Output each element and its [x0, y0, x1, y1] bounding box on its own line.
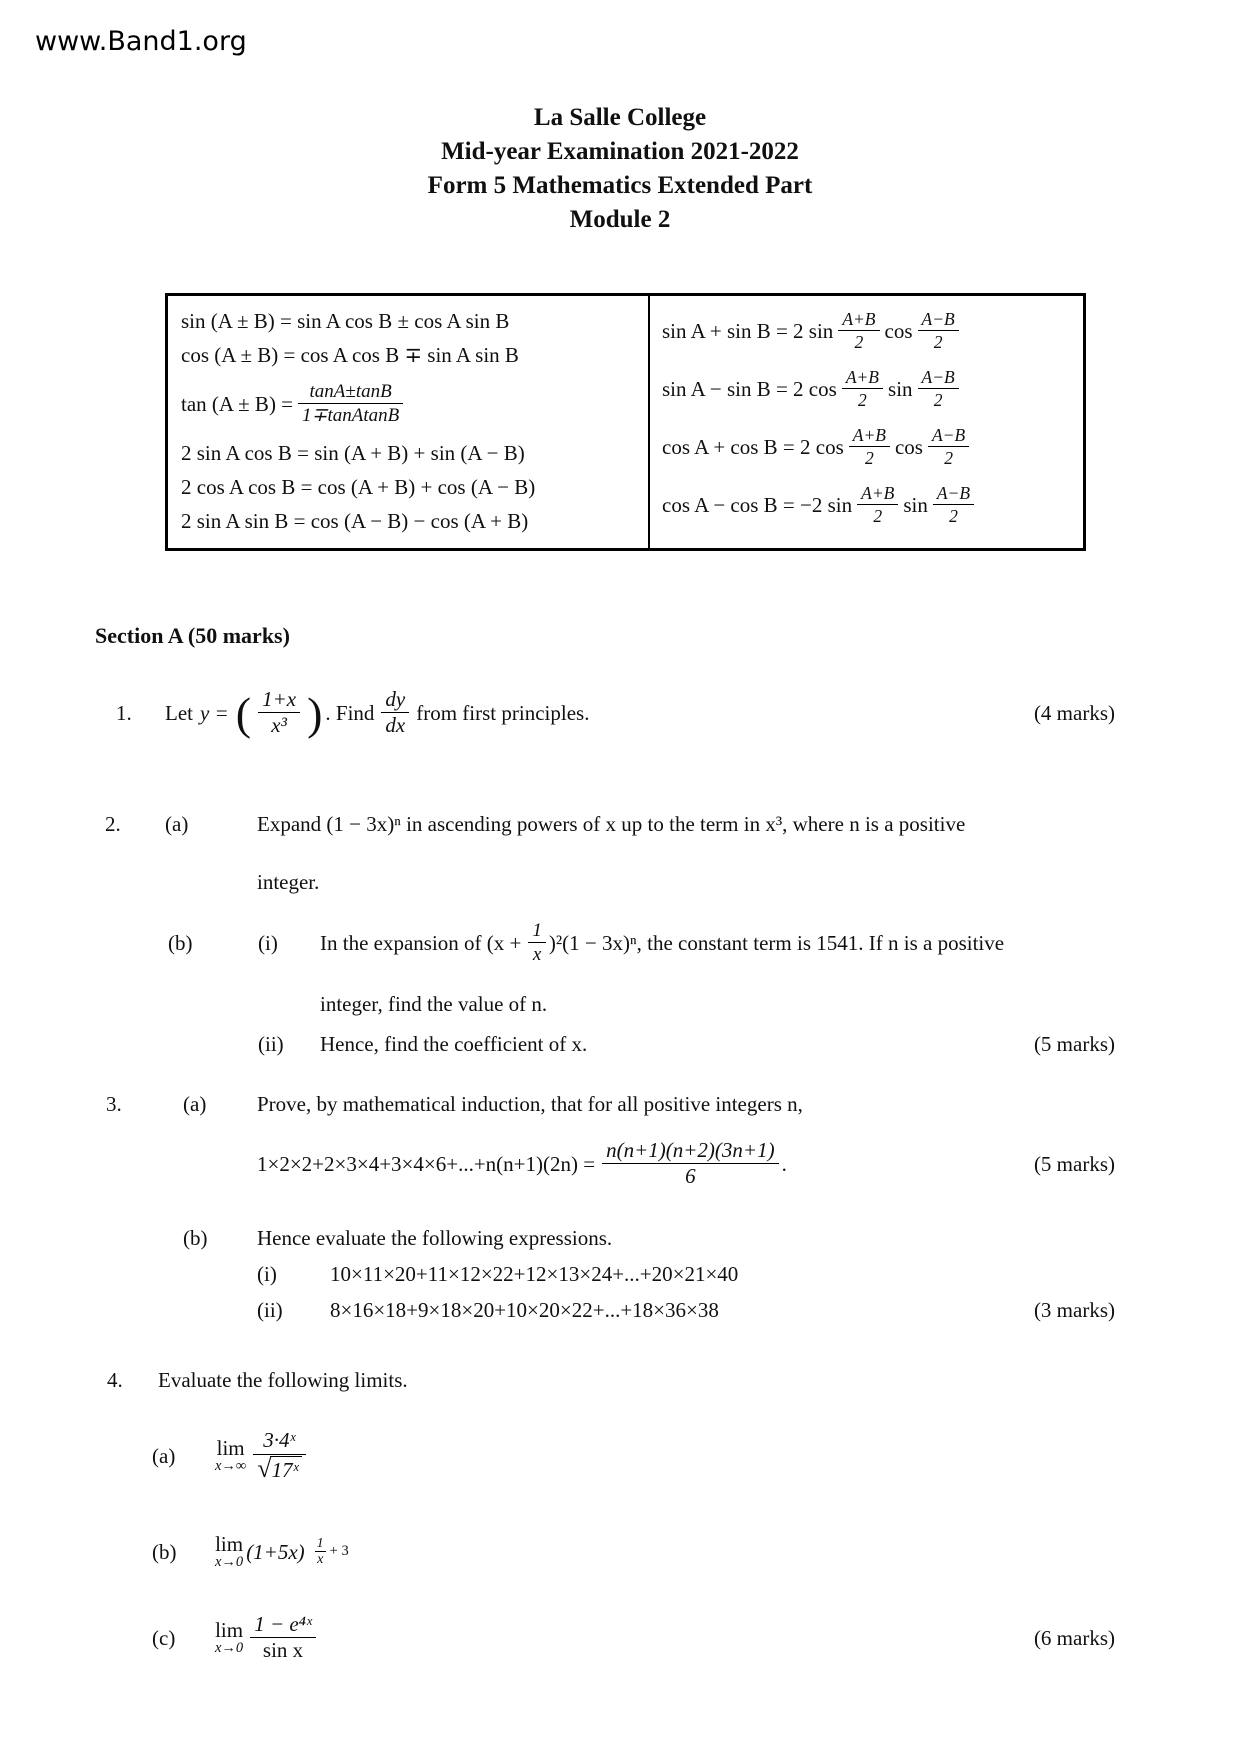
- question-2a-text: Expand (1 − 3x)ⁿ in ascending powers of x up to the term in x³, where n is a positive: [257, 811, 966, 836]
- part-bi-label: (i): [258, 930, 278, 955]
- half-diff-fraction: [933, 483, 974, 526]
- formula-text: tan (A ± B) =: [181, 391, 294, 416]
- formula-text: sin (A ± B) = sin A cos B ± cos A sin B: [181, 308, 510, 333]
- fraction-denominator: 2: [933, 332, 943, 353]
- half-diff-fraction: [928, 425, 969, 468]
- half-sum-fraction: [849, 425, 890, 468]
- question-3a-row: [106, 1089, 1115, 1119]
- derivative-fraction: [381, 688, 409, 738]
- formula-sum-sin-plus: [662, 302, 1079, 360]
- question-4-text: Evaluate the following limits.: [158, 1367, 408, 1392]
- part-a-label: (a): [165, 811, 189, 836]
- question-2bi-text-pre: In the expansion of (x +: [320, 930, 522, 955]
- limit-operator: [215, 1533, 243, 1570]
- radical-sign: √: [257, 1453, 272, 1483]
- question-1: [0, 671, 1240, 755]
- formula-text: cos: [884, 318, 913, 343]
- question-2-number: 2.: [105, 811, 121, 836]
- formula-box-right-column: [650, 296, 1083, 548]
- part-bii-label: (ii): [258, 1031, 284, 1056]
- limit-fraction: [253, 1429, 305, 1482]
- induction-series: 1×2×2+2×3×4+3×4×6+...+n(n+1)(2n) =: [257, 1151, 596, 1176]
- question-4a-limit: [215, 1429, 306, 1482]
- half-diff-fraction: [918, 309, 959, 352]
- question-3a-marks: (5 marks): [1033, 1151, 1115, 1176]
- formula-sin-compound: [181, 304, 642, 338]
- question-3bi-expression: 10×11×20+11×12×22+12×13×24+...+20×21×40: [330, 1261, 739, 1286]
- question-3bi-row: [106, 1259, 1115, 1289]
- exam-name: Mid-year Examination 2021-2022: [441, 137, 799, 165]
- limit-subscript: x→0: [215, 1554, 244, 1571]
- exam-title-block: [0, 101, 1240, 237]
- fraction-numerator: 3·4ˣ: [253, 1429, 305, 1455]
- formula-text: 2 sin A sin B = cos (A − B) − cos (A + B): [181, 508, 529, 533]
- question-4-intro-row: [107, 1365, 1115, 1395]
- fraction-denominator: x³: [271, 713, 287, 738]
- fraction-numerator: A−B: [918, 367, 959, 389]
- question-4: [0, 1365, 1240, 1673]
- part-bii-label: (ii): [257, 1297, 283, 1322]
- question-3b-marks: (3 marks): [1033, 1297, 1115, 1322]
- formula-sum-cos-plus: [662, 418, 1079, 476]
- question-1-fraction: [258, 688, 300, 738]
- subject-name: Form 5 Mathematics Extended Part: [427, 171, 813, 199]
- limit-operator: [215, 1619, 243, 1656]
- limit-operator: [215, 1437, 246, 1474]
- formula-product-sincos: [181, 436, 642, 470]
- formula-text: sin A + sin B = 2 sin: [662, 318, 834, 343]
- formula-text: 2 sin A cos B = sin (A + B) + sin (A − B): [181, 440, 525, 465]
- fraction-denominator: 6: [685, 1164, 696, 1189]
- part-a-label: (a): [152, 1443, 176, 1468]
- question-3a-equation-row: [106, 1131, 1115, 1197]
- fraction-numerator: 1+x: [258, 688, 300, 714]
- part-b-label: (b): [168, 930, 193, 955]
- formula-text: cos: [894, 434, 923, 459]
- tan-fraction: [298, 381, 403, 427]
- fraction-denominator: dx: [385, 713, 406, 738]
- fraction-numerator: A+B: [849, 425, 890, 447]
- limit-subscript: x→∞: [215, 1458, 247, 1475]
- question-2a-continuation-row: [105, 867, 1115, 897]
- exponent-fraction: [315, 1536, 326, 1568]
- formula-box-left-column: [168, 296, 650, 548]
- part-a-label: (a): [183, 1091, 207, 1116]
- formula-text: sin: [903, 492, 928, 517]
- fraction-numerator: 1: [528, 920, 546, 943]
- question-2bii-row: [105, 1029, 1115, 1059]
- module-name: Module 2: [569, 205, 671, 233]
- question-1-text-post: from first principles.: [416, 700, 590, 725]
- question-4c-row: [107, 1603, 1115, 1673]
- question-2-marks: (5 marks): [1033, 1031, 1115, 1056]
- limit-word: lim: [216, 1436, 245, 1461]
- formula-tan-compound: [181, 372, 642, 436]
- question-1-row: [116, 671, 1115, 755]
- fraction-numerator: A+B: [857, 483, 898, 505]
- fraction-denominator: 2: [854, 332, 864, 353]
- question-2: [0, 809, 1240, 1059]
- fraction-numerator: A+B: [838, 309, 879, 331]
- formula-text: cos A + cos B = 2 cos: [662, 434, 844, 459]
- fraction-denominator: 2: [933, 390, 943, 411]
- limit-subscript: x→0: [215, 1640, 244, 1657]
- formula-sum-cos-minus: [662, 476, 1079, 534]
- question-1-text-mid: . Find: [325, 700, 375, 725]
- question-2bi-text-line2: integer, find the value of n.: [320, 991, 548, 1016]
- exponent-addend: + 3: [329, 1543, 349, 1560]
- limit-base: (1+5x): [246, 1539, 305, 1564]
- one-over-x-fraction: [528, 920, 546, 966]
- limit-word: lim: [215, 1532, 244, 1557]
- formula-product-coscos: [181, 470, 642, 504]
- question-1-marks: (4 marks): [1033, 700, 1115, 725]
- fraction-denominator: 2: [944, 448, 953, 469]
- question-2bi-text-post: )²(1 − 3x)ⁿ, the constant term is 1541. If n is a positive: [548, 930, 1005, 955]
- question-3-number: 3.: [106, 1091, 122, 1116]
- question-3a-equation: [257, 1139, 787, 1189]
- half-sum-fraction: [857, 483, 898, 526]
- fraction-denominator: 2: [865, 448, 874, 469]
- half-sum-fraction: [842, 367, 883, 410]
- formula-text: cos A − cos B = −2 sin: [662, 492, 853, 517]
- exponent-expression: [315, 1536, 349, 1568]
- half-diff-fraction: [918, 367, 959, 410]
- question-2bi-row: [105, 911, 1115, 975]
- formula-sum-sin-minus: [662, 360, 1079, 418]
- question-3bii-row: [106, 1295, 1115, 1325]
- half-sum-fraction: [838, 309, 879, 352]
- part-b-label: (b): [183, 1225, 208, 1250]
- formula-text: 2 cos A cos B = cos (A + B) + cos (A − B): [181, 474, 536, 499]
- fraction-denominator: 2: [873, 506, 883, 527]
- limit-word: lim: [215, 1618, 244, 1643]
- question-1-number: 1.: [116, 700, 132, 725]
- fraction-denominator: 2: [858, 390, 867, 411]
- question-1-variable: y =: [199, 700, 229, 725]
- fraction-numerator: A+B: [842, 367, 883, 389]
- question-2a-row: [105, 809, 1115, 839]
- fraction-denominator: sin x: [262, 1638, 304, 1663]
- question-4-number: 4.: [107, 1367, 123, 1392]
- website-watermark: www.Band1.org: [35, 26, 247, 57]
- question-3b-row: [106, 1223, 1115, 1253]
- question-3: [0, 1089, 1240, 1325]
- fraction-numerator: 1: [316, 1535, 324, 1551]
- question-4b-row: [107, 1517, 1115, 1587]
- question-4b-limit: [215, 1533, 349, 1570]
- part-bi-label: (i): [257, 1261, 277, 1286]
- school-name: La Salle College: [533, 103, 707, 131]
- formula-product-sinsin: [181, 504, 642, 538]
- fraction-numerator: A−B: [933, 483, 974, 505]
- trig-formula-box: [165, 293, 1086, 551]
- fraction-numerator: tanA±tanB: [298, 381, 403, 404]
- fraction-denominator: 1∓tanAtanB: [302, 405, 400, 427]
- question-2bi-equation: [320, 920, 1004, 966]
- question-3a-text: Prove, by mathematical induction, that for all positive integers n,: [257, 1091, 803, 1116]
- radical-expression: [257, 1453, 301, 1483]
- question-1-text-pre: Let: [165, 700, 193, 725]
- induction-sum-fraction: [602, 1139, 778, 1189]
- question-4c-limit: [215, 1613, 316, 1663]
- question-2bii-text: Hence, find the coefficient of x.: [320, 1031, 588, 1056]
- section-a-heading: Section A (50 marks): [95, 622, 290, 648]
- fraction-denominator: x: [317, 1552, 324, 1568]
- question-1-equation: Let y = ( $\frac{1+x}{\text{x³}}$ ) . Find $\frac{dy}{dx}$ from first principles.: [165, 686, 590, 739]
- formula-text: cos (A ± B) = cos A cos B ∓ sin A sin B: [181, 342, 519, 367]
- equation-period: .: [781, 1151, 787, 1176]
- question-2bi-continuation-row: [105, 989, 1115, 1019]
- radicand: 17ˣ: [270, 1456, 302, 1483]
- formula-text: sin A − sin B = 2 cos: [662, 376, 837, 401]
- fraction-numerator: 1 − e⁴ˣ: [250, 1613, 316, 1639]
- question-4a-row: [107, 1419, 1115, 1493]
- fraction-numerator: n(n+1)(n+2)(3n+1): [602, 1139, 778, 1165]
- question-3b-text: Hence evaluate the following expressions.: [257, 1225, 613, 1250]
- fraction-denominator: x: [532, 944, 542, 966]
- formula-cos-compound: [181, 338, 642, 372]
- question-2a-text-line2: integer.: [257, 869, 320, 894]
- fraction-numerator: A−B: [918, 309, 959, 331]
- fraction-numerator: dy: [381, 688, 409, 714]
- fraction-numerator: A−B: [928, 425, 969, 447]
- formula-text: sin: [888, 376, 913, 401]
- part-b-label: (b): [152, 1539, 177, 1564]
- question-3bii-expression: 8×16×18+9×18×20+10×20×22+...+18×36×38: [330, 1297, 719, 1322]
- fraction-denominator: 2: [949, 506, 958, 527]
- fraction-denominator: [253, 1455, 305, 1483]
- limit-fraction: [250, 1613, 316, 1663]
- part-c-label: (c): [152, 1625, 176, 1650]
- question-4-marks: (6 marks): [1033, 1625, 1115, 1650]
